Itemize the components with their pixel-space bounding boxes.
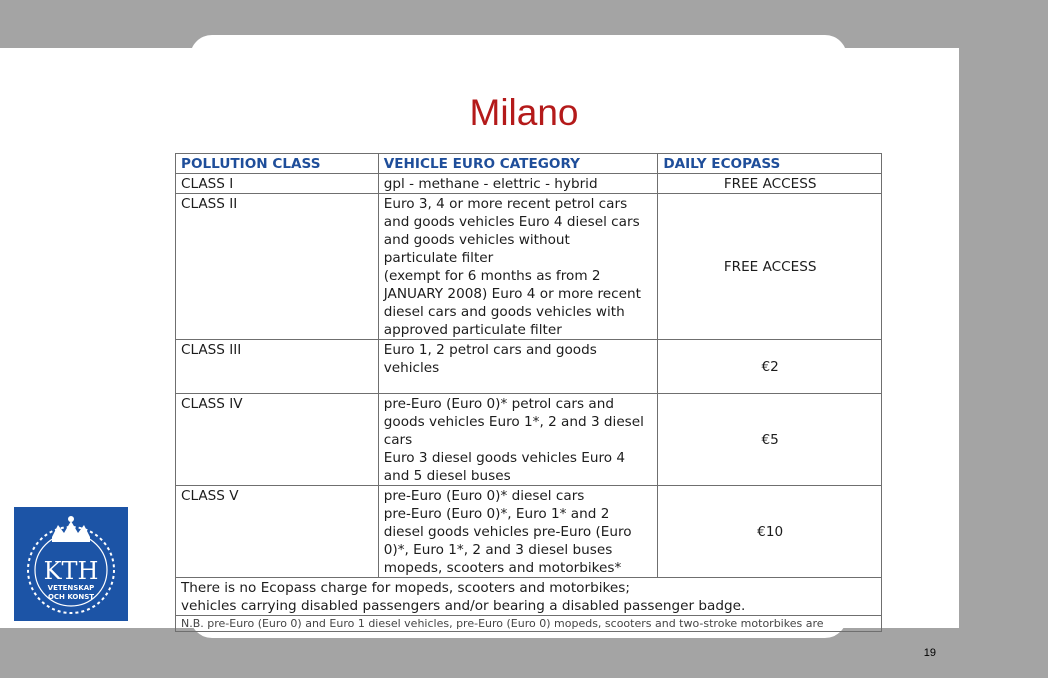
ecopass-table-container [175, 153, 882, 630]
category-line: pre-Euro (Euro 0)*, Euro 1* and 2 [383, 506, 610, 522]
note-line: There is no Ecopass charge for mopeds, scooters and motorbikes; [181, 580, 630, 596]
table-row [176, 340, 882, 394]
table-header-row [176, 154, 882, 174]
category-line: diesel goods vehicles pre-Euro (Euro [383, 524, 632, 540]
category-line: particulate filter [383, 250, 494, 266]
category-line: vehicles [383, 360, 440, 376]
ecopass-cell: €10 [658, 486, 882, 578]
category-cell [378, 174, 658, 194]
ecopass-cell: FREE ACCESS [658, 194, 882, 340]
header-daily-ecopass: DAILY ECOPASS [658, 154, 882, 174]
category-line: pre-Euro (Euro 0)* diesel cars [383, 488, 585, 504]
category-cell [378, 486, 658, 578]
category-cell [378, 340, 658, 394]
category-line: Euro 3 diesel goods vehicles Euro 4 [383, 450, 626, 466]
table-cut-row [176, 616, 882, 632]
page-number: 19 [923, 647, 936, 659]
cut-note-cell [176, 616, 882, 632]
ecopass-cell: €2 [658, 340, 882, 394]
category-cell [378, 194, 658, 340]
category-line: mopeds, scooters and motorbikes* [383, 560, 622, 576]
category-line: JANUARY 2008) Euro 4 or more recent [383, 286, 641, 302]
class-cell: CLASS I [176, 174, 379, 194]
category-line: diesel cars and goods vehicles with [383, 304, 625, 320]
ecopass-cell: FREE ACCESS [658, 174, 882, 194]
class-cell: CLASS II [176, 194, 379, 340]
logo-line2-text: OCH KONST [47, 593, 95, 601]
table-row [176, 486, 882, 578]
note-line: vehicles carrying disabled passengers and/or bearing a disabled passenger badge. [181, 598, 746, 614]
category-line: and 5 diesel buses [383, 468, 511, 484]
cut-note-text: N.B. pre-Euro (Euro 0) and Euro 1 diesel vehicles, pre-Euro (Euro 0) mopeds, scooters and two-stroke motorbikes are [181, 617, 824, 630]
logo-line1-text: VETENSKAP [47, 584, 95, 592]
category-line: pre-Euro (Euro 0)* petrol cars and [383, 396, 614, 412]
ecopass-table [175, 153, 882, 632]
kth-logo [14, 507, 128, 621]
table-row [176, 194, 882, 340]
class-cell: CLASS IV [176, 394, 379, 486]
category-line: cars [383, 432, 413, 448]
ecopass-cell: €5 [658, 394, 882, 486]
kth-seal-icon [14, 507, 128, 621]
category-cell [378, 394, 658, 486]
category-line: and goods vehicles without [383, 232, 570, 248]
category-line: and goods vehicles Euro 4 diesel cars [383, 214, 640, 230]
table-row [176, 174, 882, 194]
note-cell [176, 578, 882, 616]
slide-top-tab [190, 35, 847, 65]
class-cell: CLASS III [176, 340, 379, 394]
class-cell: CLASS V [176, 486, 379, 578]
category-line: gpl - methane - elettric - hybrid [383, 176, 598, 192]
category-line: (exempt for 6 months as from 2 [383, 268, 601, 284]
category-line: approved particulate filter [383, 322, 562, 338]
category-line: Euro 1, 2 petrol cars and goods [383, 342, 597, 358]
category-line: Euro 3, 4 or more recent petrol cars [383, 196, 628, 212]
category-line: goods vehicles Euro 1*, 2 and 3 diesel [383, 414, 644, 430]
table-row [176, 394, 882, 486]
category-line: 0)*, Euro 1*, 2 and 3 diesel buses [383, 542, 613, 558]
header-vehicle-euro-category: VEHICLE EURO CATEGORY [378, 154, 658, 174]
slide-title: Milano [469, 92, 579, 133]
logo-main-text: KTH [43, 557, 99, 585]
header-pollution-class: POLLUTION CLASS [176, 154, 379, 174]
table-note-row [176, 578, 882, 616]
